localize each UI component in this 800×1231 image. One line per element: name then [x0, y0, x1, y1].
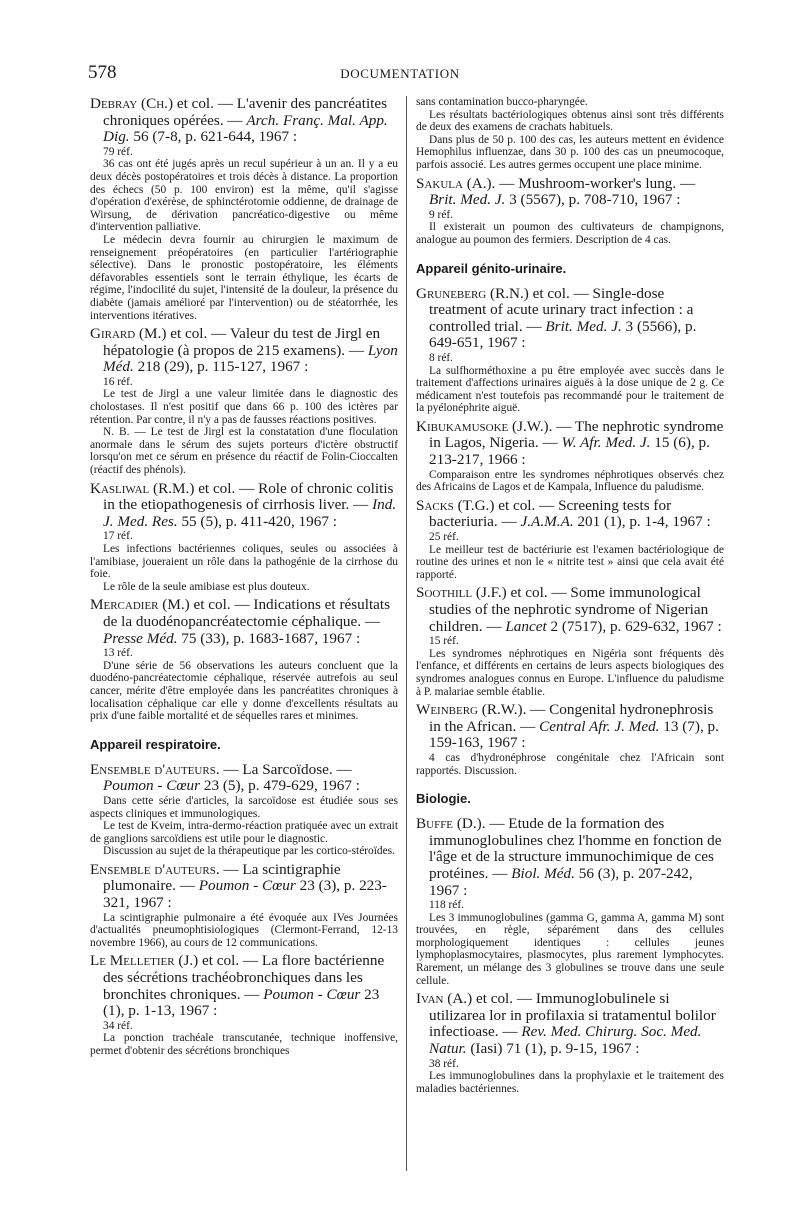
section-title-genito-urinaire: Appareil génito-urinaire.: [416, 260, 567, 276]
citation-line: [416, 286, 724, 352]
entry-title: et col. — Immunoglobulinele si utilizarea lor in profilaxia si tratamentul bolilor infectioase. —: [429, 990, 716, 1041]
bibliography-entry: [416, 176, 724, 247]
reference-count: 13 réf.: [103, 647, 133, 660]
entry-author: Weinberg (R.W.).: [416, 701, 527, 719]
entry-title: et col. — Some immunological studies of the nephrotic syndrome of Nigerian children. —: [429, 584, 709, 635]
entry-author: Buffe (D.).: [416, 815, 486, 833]
abstract-paragraph: Le rôle de la seule amibiase est plus douteux.: [103, 580, 310, 593]
reference-count: 16 réf.: [103, 375, 133, 388]
bibliography-entry: [416, 702, 724, 777]
bibliography-entry: [416, 816, 724, 987]
entry-title: et col. — Valeur du test de Jirgl en hépatologie (à propos de 215 examens). —: [103, 325, 381, 359]
entry-title: et col. — La flore bactérienne des sécrétions trachéobronchiques dans les bronchites chroniques. —: [103, 952, 385, 1003]
entry-biblio: 15 (6), p. 213-217, 1966 :: [429, 434, 710, 469]
bibliography-entry: [90, 481, 398, 594]
entry-author: Le Melletier (J.): [90, 952, 199, 970]
abstract-paragraph: Le médecin devra fournir au chirurgien le maximum de renseignement préopératoires (en particulier l'artériographie sélective). Dans le pronostic postopératoire, les éléments défavorables essentiels sont le terrain éthylique, les écarts de régime, l'indocilité du sujet, l'intensité de la douleur, la présence du diabète (jamais amélioré par l'intervention) ou de stéatorrhée, les interventions itératives.: [90, 233, 398, 322]
entry-author: Mercadier (M.): [90, 596, 190, 614]
bibliography-entry: [90, 597, 398, 722]
entry-biblio: 23 (1), p. 1-13, 1967 :: [103, 985, 380, 1020]
citation-line: [416, 419, 724, 469]
citation-line: [90, 481, 398, 531]
bibliography-entry: [416, 419, 724, 494]
entry-biblio: 3 (5567), p. 708-710, 1967 :: [505, 191, 681, 209]
entry-author: Ensemble d'auteurs.: [90, 860, 220, 878]
citation-line: [416, 702, 724, 752]
bibliography-entry: [90, 326, 398, 477]
bibliography-entry: [90, 96, 398, 322]
entry-journal: Central Afr. J. Med.: [539, 717, 660, 735]
citation-line: [90, 597, 398, 647]
entry-biblio: 75 (33), p. 1683-1687, 1967 :: [177, 629, 361, 647]
citation-line: [90, 762, 398, 795]
entry-author: Kasliwal (R.M.): [90, 479, 195, 497]
abstract-paragraph: Il existerait un poumon des cultivateurs de champignons, analogue au poumon des fermiers. Description de 4 cas.: [416, 221, 724, 246]
entry-biblio: 23 (5), p. 479-629, 1967 :: [200, 777, 360, 795]
left-column: [90, 96, 398, 1062]
bibliography-entry: [90, 762, 398, 858]
citation-line: [416, 498, 724, 531]
entry-journal: W. Afr. Med. J.: [561, 434, 651, 452]
reference-count: 17 réf.: [103, 530, 133, 543]
abstract-paragraph: Les 3 immunoglobulines (gamma G, gamma A, gamma M) sont trouvées, en règle, séparément dans des cellules morphologiquement identiques : cellules jeunes lymphoplasmocytaires, plasmocytes, plus rarement lymphocytes. Rarement, un mélange des 3 globulines se trouve dans une seule cellule.: [416, 911, 724, 987]
citation-line: [416, 585, 724, 635]
entry-journal: Poumon - Cœur: [198, 877, 296, 895]
citation-line: [90, 96, 398, 146]
entry-journal: Lancet: [505, 617, 547, 635]
entry-journal: Poumon - Cœur: [103, 777, 201, 795]
entry-title: et col. — Screening tests for bacteriuria. —: [429, 496, 672, 531]
reference-count: 15 réf.: [429, 635, 459, 648]
entry-title: et col. — L'avenir des pancréatites chroniques opérées. —: [103, 95, 388, 129]
bibliography-entry: [416, 498, 724, 582]
entry-biblio: 13 (7), p. 159-163, 1967 :: [429, 717, 719, 752]
entry-biblio: 23 (3), p. 223-321, 1967 :: [103, 877, 387, 912]
page-number: 578: [88, 62, 117, 83]
entry-title: — La scintigraphie plumonaire. —: [103, 860, 341, 895]
abstract-paragraph: La sulfhorméthoxine a pu être employée avec succès dans le traitement d'affections urinaires aiguës à la dose unique de 2 g. Ce médicament n'est toutefois pas recommandé pour le traitement de la pyélonéphrite aiguë.: [416, 364, 724, 415]
abstract-paragraph: Les syndromes néphrotiques en Nigéria sont fréquents dès l'enfance, et différents en certains de leurs aspects biologiques des syndromes analogues connus en Europe. L'influence du paludisme à P. malariae semble établie.: [416, 647, 724, 698]
entry-journal: Poumon - Cœur: [263, 985, 361, 1003]
entry-title: et col. — Indications et résultats de la duodénopancréatectomie céphalique. —: [103, 596, 391, 630]
entry-title: et col. — Role of chronic colitis in the etiopathogenesis of cirrhosis liver. —: [103, 479, 394, 514]
entry-title: — Congenital hydronephrosis in the African. —: [429, 701, 714, 735]
citation-line: [90, 326, 398, 376]
entry-author: Ensemble d'auteurs.: [90, 760, 220, 778]
entry-author: Kibukamusoke (J.W.).: [416, 417, 553, 435]
abstract-paragraph: Le test de Jirgl a une valeur limitée dans le diagnostic des cholostases. Il n'est positif que dans 66 p. 100 des ictères par rétention. Par contre, il n'y a pas de fausses réactions positives.: [90, 388, 398, 426]
column-divider: [406, 96, 407, 1171]
entry-journal: J.A.M.A.: [520, 513, 574, 531]
abstract-paragraph: Dans cette série d'articles, la sarcoïdose est étudiée sous ses aspects cliniques et immunologiques.: [90, 794, 398, 820]
entry-title: — Etude de la formation des immunoglobulines chez l'homme en fonction de l'âge et de la structure immunochimique de ces protéines. —: [429, 815, 722, 882]
abstract-paragraph: 36 cas ont été jugés après un recul supérieur à un an. Il y a eu deux décès postopératoires et trois décès à distance. La proportion des échecs (50 p. 100 environ) est la même, qu'il s'agisse d'opération d'exérèse, de sphinctérotomie oddienne, de drainage de Wirsung, de dérivation pancréatico-digestive ou même d'intervention palliative.: [90, 158, 398, 234]
entry-author: Girard (M.): [90, 325, 167, 343]
citation-line: [416, 991, 724, 1057]
abstract-paragraph: Le meilleur test de bactériurie est l'examen bactériologique de routine des urines et non le « nitrite test » ainsi que cela avait été rapporté.: [416, 543, 724, 581]
entry-author: Ivan (A.): [416, 990, 473, 1008]
entry-author: Sakula (A.).: [416, 174, 496, 192]
reference-count: 79 réf.: [103, 145, 133, 158]
entry-journal: Arch. Franç. Mal. App. Dig.: [103, 111, 388, 146]
entry-journal: Ind. J. Med. Res.: [103, 496, 397, 530]
abstract-paragraph: La ponction trachéale transcutanée, technique inoffensive, permet d'obtenir des sécrétions bronchiques: [90, 1032, 398, 1057]
abstract-continuation: Dans plus de 50 p. 100 des cas, les auteurs mettent en évidence Hemophilus influenzae, dans 30 p. 100 des cas un pneumocoque, parfois associé. Les autres germes occupent une place minime.: [416, 133, 724, 171]
abstract-paragraph: Discussion au sujet de la thérapeutique par les cortico-stéroïdes.: [103, 845, 395, 858]
abstract-paragraph: 4 cas d'hydronéphrose congénitale chez l'Africain sont rapportés. Discussion.: [416, 751, 724, 777]
entry-journal: Rev. Med. Chirurg. Soc. Med. Natur.: [429, 1023, 702, 1058]
entry-biblio: 201 (1), p. 1-4, 1967 :: [573, 513, 711, 531]
citation-line: [90, 862, 398, 912]
abstract-paragraph: Le test de Kveim, intra-dermo-réaction pratiquée avec un extrait de ganglions sarcoïdiens est utile pour le diagnostic.: [90, 820, 398, 845]
citation-line: [416, 816, 724, 899]
abstract-paragraph: Les infections bactériennes coliques, seules ou associées à l'amibiase, joueraient un rôle dans la pathogénie de la cirrhose du foie.: [90, 543, 398, 581]
abstract-continuation: Les résultats bactériologiques obtenus ainsi sont très différents de deux des examens de crachats habituels.: [416, 108, 724, 134]
entry-biblio: 3 (5566), p. 649-651, 1967 :: [429, 317, 697, 352]
citation-line: [90, 953, 398, 1019]
running-title: DOCUMENTATION: [340, 66, 460, 81]
entry-title: et col. — Single-dose treatment of acute urinary tract infection : a controlled trial. —: [429, 284, 694, 335]
reference-count: 34 réf.: [103, 1019, 133, 1032]
entry-journal: Biol. Méd.: [511, 864, 575, 882]
entry-title: — La Sarcoïdose. —: [219, 760, 352, 778]
entry-title: — The nephrotic syndrome in Lagos, Nigeria. —: [429, 417, 724, 452]
entry-author: Sacks (T.G.): [416, 496, 495, 514]
section-title-respiratoire: Appareil respiratoire.: [90, 736, 221, 752]
abstract-paragraph: Les immunoglobulines dans la prophylaxie et le traitement des maladies bactériennes.: [416, 1070, 724, 1095]
citation-line: [416, 176, 724, 209]
entry-journal: Presse Méd.: [103, 629, 178, 647]
entry-author: Soothill (J.F.): [416, 584, 507, 602]
reference-count: 118 réf.: [429, 899, 465, 912]
bibliography-entry: [416, 585, 724, 698]
entry-biblio: (Iasi) 71 (1), p. 9-15, 1967 :: [466, 1040, 640, 1058]
entry-title: — Mushroom-worker's lung. —: [495, 174, 696, 192]
reference-count: 25 réf.: [429, 531, 459, 544]
entry-journal: Lyon Méd.: [103, 341, 398, 376]
reference-count: 8 réf.: [429, 351, 454, 364]
abstract-paragraph: N. B. — Le test de Jirgl est la constatation d'une floculation anormale dans le sérum des sujets porteurs d'ictère obstructif lorsqu'on met ce sérum en présence du réactif de Folin-Cioccalten (réactif des phénols).: [90, 426, 398, 477]
entry-biblio: 2 (7517), p. 629-632, 1967 :: [546, 617, 722, 635]
entry-author: Gruneberg (R.N.): [416, 284, 529, 302]
entry-biblio: 56 (7-8, p. 621-644, 1967 :: [129, 128, 298, 146]
reference-count: 38 réf.: [429, 1057, 459, 1070]
right-column: [416, 96, 724, 1099]
bibliography-entry: [90, 953, 398, 1057]
bibliography-entry: [416, 991, 724, 1095]
entry-journal: Brit. Med. J.: [545, 317, 622, 335]
entry-biblio: 55 (5), p. 411-420, 1967 :: [177, 512, 337, 530]
abstract-continuation: sans contamination bucco-pharyngée.: [416, 96, 588, 108]
bibliography-entry: [90, 862, 398, 950]
section-title-biologie: Biologie.: [416, 791, 471, 807]
entry-journal: Brit. Med. J.: [429, 191, 506, 209]
entry-biblio: 56 (3), p. 207-242, 1967 :: [429, 864, 693, 899]
abstract-paragraph: D'une série de 56 observations les auteurs concluent que la duodéno-pancréatectomie céphalique, réservée autrefois au seul cancer, mérite d'être employée dans les pancréatites chroniques à localisation céphalique car elle y donne d'excellents résultats au prix d'une faible mortalité et de séquelles rares et minimes.: [90, 659, 398, 723]
bibliography-entry: [416, 286, 724, 415]
abstract-paragraph: Comparaison entre les syndromes néphrotiques observés chez des Africains de Lagos et de Kampala, Influence du paludisme.: [416, 468, 724, 494]
entry-biblio: 218 (29), p. 115-127, 1967 :: [133, 358, 309, 376]
entry-author: Debray (Ch.): [90, 95, 174, 112]
abstract-paragraph: La scintigraphie pulmonaire a été évoquée aux IVes Journées d'actualités pneumophtisiologiques (Clermont-Ferrand, 12-13 novembre 1966), au cours de 12 communications.: [90, 911, 398, 949]
reference-count: 9 réf.: [429, 208, 454, 221]
